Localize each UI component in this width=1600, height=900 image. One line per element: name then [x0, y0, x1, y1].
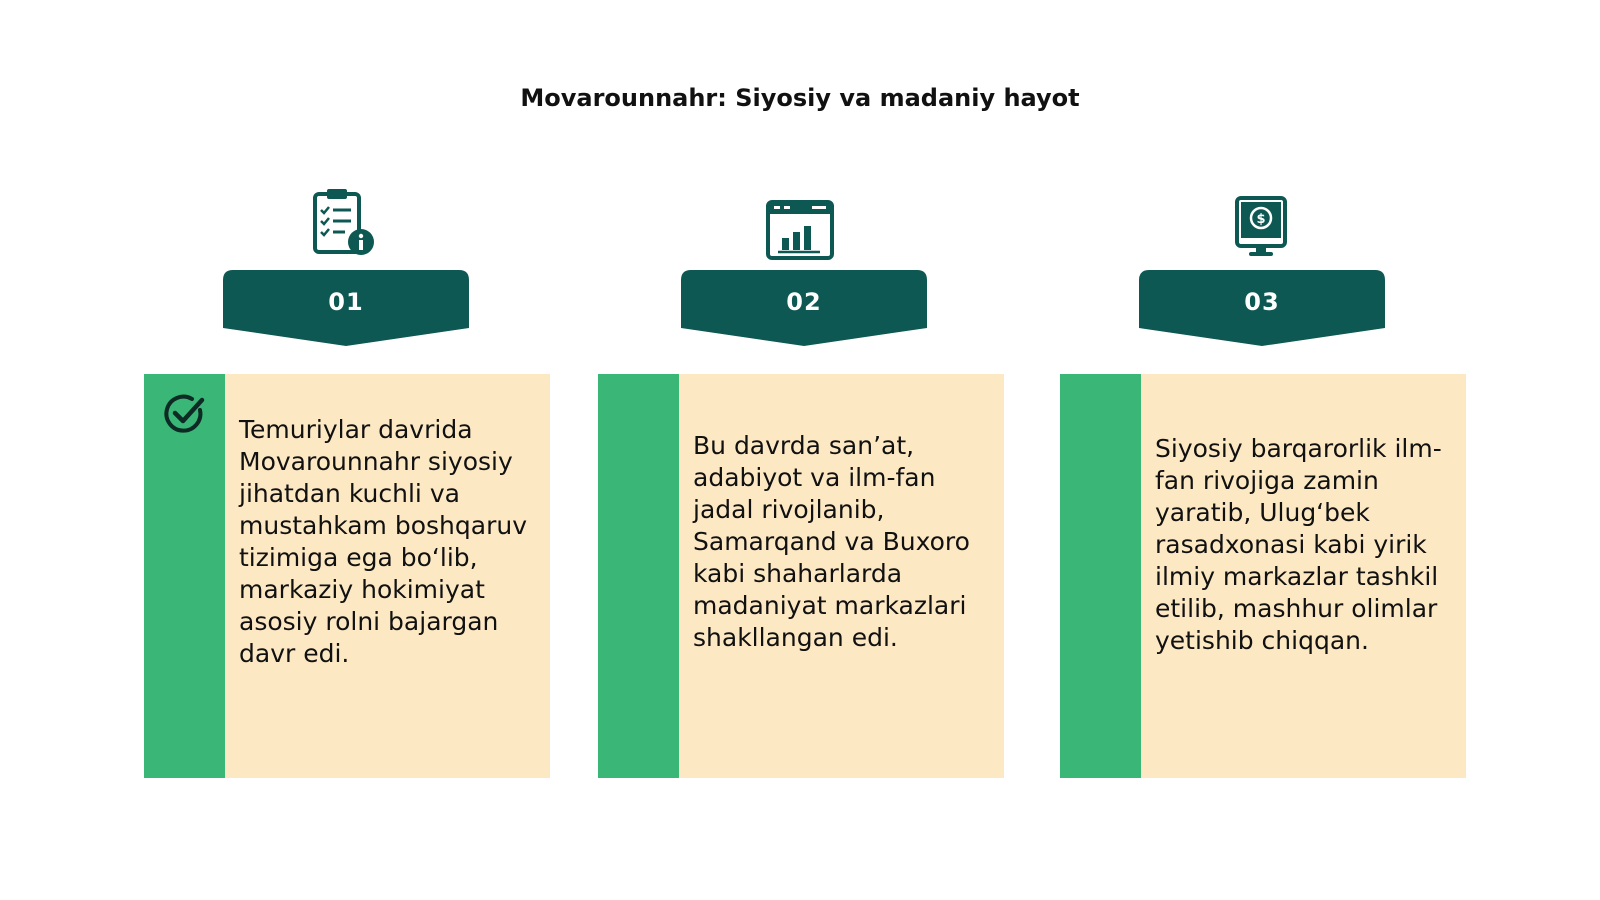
step-card-03	[1060, 374, 1466, 778]
svg-text:$: $	[1256, 212, 1266, 227]
step-text: Temuriylar davrida Movarounnahr siyosiy jihatdan kuchli va mustahkam boshqaruv tizimiga ega bo‘lib, markaziy hokimiyat asosiy rolni bajargan davr edi.	[239, 415, 527, 668]
step-number: 01	[328, 288, 364, 316]
money-monitor-icon	[1225, 190, 1297, 262]
step-banner-02	[681, 270, 927, 350]
card-accent-strip	[1060, 374, 1141, 778]
page-title: Movarounnahr: Siyosiy va madaniy hayot	[520, 84, 1080, 112]
card-accent-strip	[598, 374, 679, 778]
step-text: Bu davrda san’at, adabiyot va ilm-fan jadal rivojlanib, Samarqand va Buxoro kabi shaharlarda madaniyat markazlari shakllangan edi.	[693, 431, 970, 652]
step-number: 02	[786, 288, 822, 316]
check-circle-icon	[162, 392, 206, 436]
step-card-01	[144, 374, 550, 778]
clipboard-checklist-icon	[309, 186, 381, 258]
step-card-02	[598, 374, 1004, 778]
step-number: 03	[1244, 288, 1280, 316]
step-text: Siyosiy barqarorlik ilm-fan rivojiga zamin yaratib, Ulug‘bek rasadxonasi kabi yirik ilmiy markazlar tashkil etilib, mashhur olimlar yetishib chiqqan.	[1155, 434, 1442, 655]
card-accent-strip	[144, 374, 225, 778]
bar-chart-window-icon	[764, 194, 836, 266]
step-banner-01	[223, 270, 469, 350]
step-banner-03	[1139, 270, 1385, 350]
